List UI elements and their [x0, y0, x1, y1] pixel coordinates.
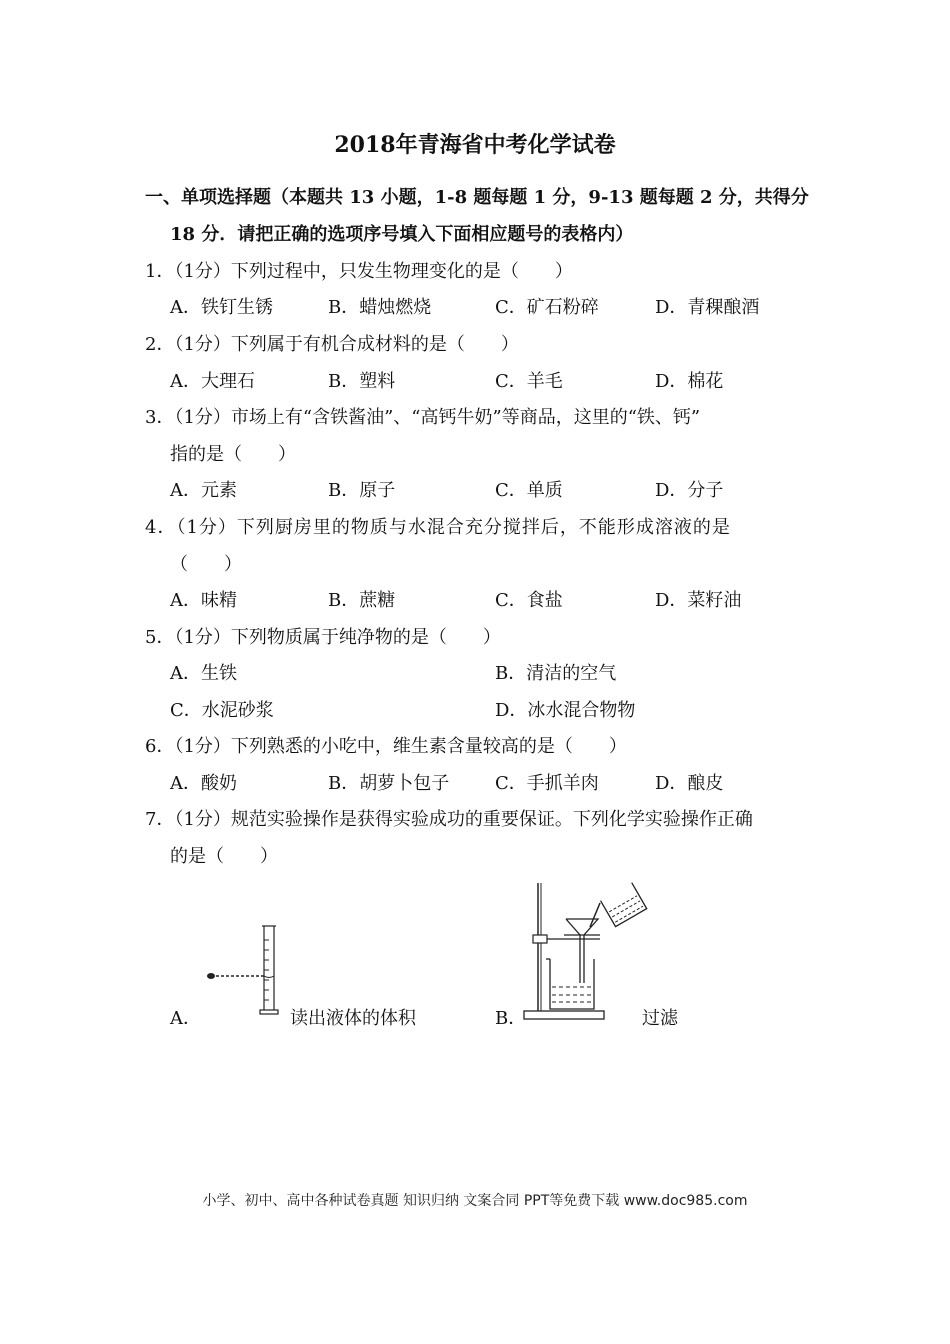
q2-option-a: A．大理石: [170, 371, 255, 392]
question-3-stem: 3．（1分）市场上有“含铁酱油”、“高钙牛奶”等商品，这里的“铁、钙”: [145, 407, 701, 428]
q2-option-d: D．棉花: [655, 371, 724, 392]
q2-option-c: C．羊毛: [495, 371, 563, 392]
q4-option-d: D．菜籽油: [655, 590, 742, 611]
q7-option-a: A．: [170, 1008, 201, 1029]
question-3-stem-cont: 指的是（ ）: [170, 444, 296, 465]
graduated-cylinder-figure: [200, 920, 290, 1025]
question-2-stem: 2．（1分）下列属于有机合成材料的是（ ）: [145, 334, 519, 355]
q5-option-a: A．生铁: [170, 663, 237, 684]
q7-option-b-caption: 过滤: [642, 1008, 678, 1029]
section-heading-line2: 18 分．请把正确的选项序号填入下面相应题号的表格内）: [170, 224, 634, 245]
filtration-apparatus-figure: [520, 875, 650, 1025]
q1-option-a: A．铁钉生锈: [170, 297, 273, 318]
question-7-stem-cont: 的是（ ）: [170, 846, 278, 867]
q3-option-a: A．元素: [170, 480, 237, 501]
question-5-stem: 5．（1分）下列物质属于纯净物的是（ ）: [145, 627, 501, 648]
question-6-stem: 6．（1分）下列熟悉的小吃中，维生素含量较高的是（ ）: [145, 736, 627, 757]
q4-option-c: C．食盐: [495, 590, 563, 611]
q5-option-c: C．水泥砂浆: [170, 700, 274, 721]
q5-option-b: B．清洁的空气: [495, 663, 617, 684]
q3-option-b: B．原子: [328, 480, 396, 501]
q1-option-c: C．矿石粉碎: [495, 297, 599, 318]
q4-option-b: B．蔗糖: [328, 590, 396, 611]
q1-option-b: B．蜡烛燃烧: [328, 297, 432, 318]
q6-option-b: B．胡萝卜包子: [328, 773, 450, 794]
q6-option-d: D．酿皮: [655, 773, 724, 794]
page-title: 2018年青海省中考化学试卷: [334, 132, 616, 158]
question-4-stem: 4．（1分）下列厨房里的物质与水混合充分搅拌后，不能形成溶液的是: [145, 517, 731, 538]
q3-option-d: D．分子: [655, 480, 724, 501]
q4-option-a: A．味精: [170, 590, 237, 611]
page-footer: 小学、初中、高中各种试卷真题 知识归纳 文案合同 PPT等免费下载 www.doc985.com: [202, 1193, 748, 1209]
question-4-stem-cont: （ ）: [170, 554, 242, 575]
section-heading-line1: 一、单项选择题（本题共 13 小题，1-8 题每题 1 分，9-13 题每题 2 分，共得分: [145, 187, 809, 208]
q5-option-d: D．冰水混合物物: [495, 700, 636, 721]
question-1-stem: 1．（1分）下列过程中，只发生物理变化的是（ ）: [145, 261, 573, 282]
q6-option-c: C．手抓羊肉: [495, 773, 599, 794]
q3-option-c: C．单质: [495, 480, 563, 501]
q7-option-b: B．: [495, 1008, 527, 1029]
q6-option-a: A．酸奶: [170, 773, 237, 794]
q1-option-d: D．青稞酿酒: [655, 297, 760, 318]
q2-option-b: B．塑料: [328, 371, 396, 392]
question-7-stem: 7．（1分）规范实验操作是获得实验成功的重要保证。下列化学实验操作正确: [145, 809, 753, 830]
q7-option-a-caption: 读出液体的体积: [290, 1008, 416, 1029]
